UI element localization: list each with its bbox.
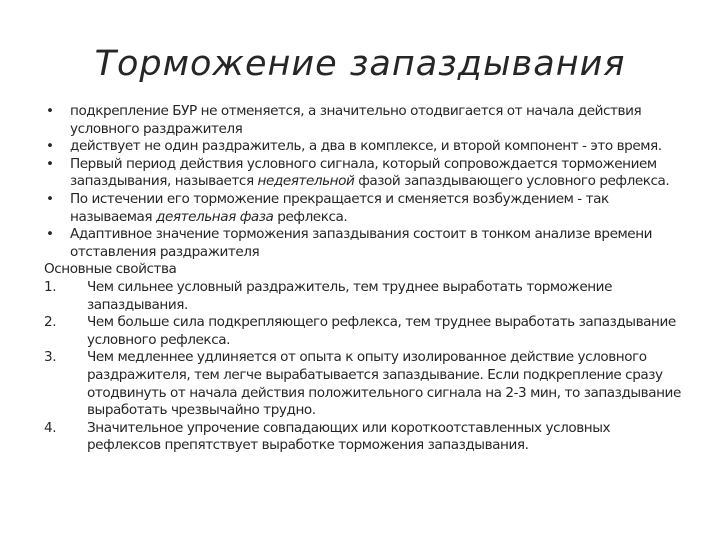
text-run: называемая [70, 208, 157, 225]
slide-title: Торможение запаздывания [94, 44, 626, 84]
bullet-marker: • [46, 103, 54, 119]
text-run: запаздывания, называется [70, 173, 258, 190]
text-line: отставления раздражителя [70, 243, 260, 260]
bullet-marker: • [46, 138, 54, 155]
numbered-item [44, 314, 684, 349]
bullet-item [44, 103, 684, 138]
text-line: условного раздражителя [70, 120, 243, 137]
numbered-item [44, 420, 684, 455]
bullet-item [44, 138, 684, 156]
text-line: Значительное упрочение совпадающих или короткоотставленных условных [87, 419, 611, 436]
section-heading: Основные свойства [44, 261, 177, 278]
text-line: Первый период действия условного сигнала, который сопровождается торможением [70, 155, 657, 172]
bullet-marker: • [46, 155, 54, 172]
item-number: 4. [44, 419, 57, 436]
numbered-item [44, 349, 684, 419]
text-line: Чем медленнее удлиняется от опыта к опыту изолированное действие условного [87, 349, 647, 366]
bullet-text [70, 226, 684, 261]
text-line [70, 173, 684, 191]
text-run: фазой запаздывающего условного рефлекса. [354, 173, 670, 190]
bullet-item [44, 156, 684, 191]
numbered-text [87, 349, 684, 419]
text-line: рефлексов препятствует выработке торможения запаздывания. [87, 437, 529, 454]
text-line: условного рефлекса. [87, 331, 230, 348]
item-number: 1. [44, 278, 57, 295]
text-line: Чем сильнее условный раздражитель, тем труднее выработать торможение [87, 278, 612, 295]
bullet-marker: • [46, 226, 54, 243]
bullet-text [70, 138, 684, 156]
text-line: запаздывания. [87, 296, 188, 313]
bullet-text [70, 191, 684, 226]
emphasis-term: деятельная фаза [156, 208, 274, 225]
bullet-text [70, 156, 684, 191]
text-line: По истечении его торможение прекращается и сменяется возбуждением - так [70, 190, 609, 207]
text-line: выработать чрезвычайно трудно. [87, 402, 316, 419]
slide-body [44, 103, 684, 455]
text-line: раздражителя, тем легче вырабатывается запаздывание. Если подкрепление сразу [87, 366, 663, 383]
bullet-marker: • [46, 190, 54, 207]
numbered-text [87, 314, 684, 349]
numbered-item [44, 279, 684, 314]
bullet-item [44, 226, 684, 261]
text-line: Адаптивное значение торможения запаздывания состоит в тонком анализе времени [70, 226, 653, 243]
text-line: действует не один раздражитель, а два в комплексе, и второй компонент - это время. [70, 138, 662, 155]
text-line: отодвинуть от начала действия положительного сигнала на 2-3 мин, то запаздывание [87, 384, 681, 401]
item-number: 2. [44, 314, 57, 331]
text-line [70, 209, 684, 227]
emphasis-term: недеятельной [257, 173, 355, 190]
numbered-text [87, 279, 684, 314]
bullet-item [44, 191, 684, 226]
text-line: Чем больше сила подкрепляющего рефлекса, тем труднее выработать запаздывание [87, 314, 676, 331]
text-line: подкрепление БУР не отменяется, а значительно отодвигается от начала действия [70, 103, 642, 119]
numbered-text [87, 420, 684, 455]
item-number: 3. [44, 349, 57, 366]
text-run: рефлекса. [273, 208, 348, 225]
bullet-text [70, 103, 684, 138]
